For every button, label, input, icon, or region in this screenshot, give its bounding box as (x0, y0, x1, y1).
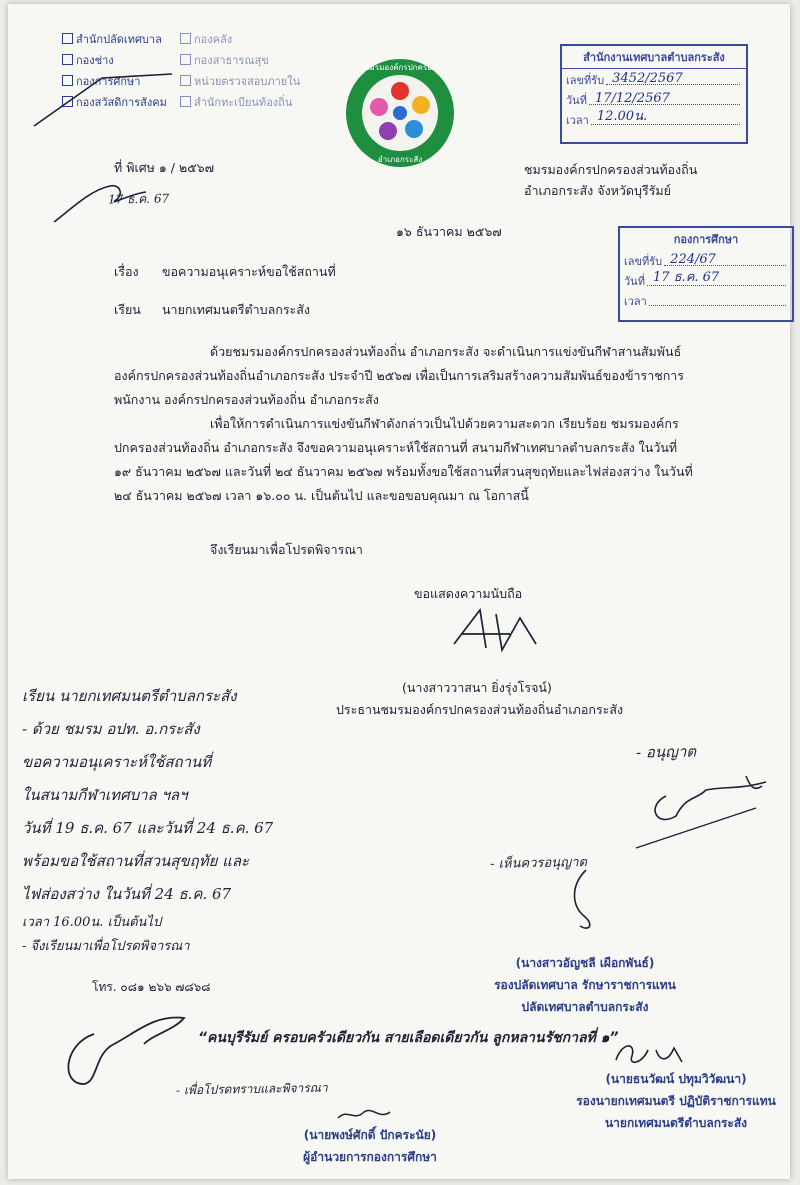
checkbox[interactable] (62, 33, 73, 44)
body-paragraph-1: ด้วยชมรมองค์กรปกครองส่วนท้องถิ่น อำเภอกระสัง จะดำเนินการแข่งขันกีฬาสานสัมพันธ์ องค์กรปกครองส่วนท้องถิ่นอำเภอกระสัง ประจำปี ๒๕๖๗ เพื่อเป็นการเสริมสร้างความสัมพันธ์ของข้าราชการ พนักงาน องค์กรปกครองส่วนท้องถิ่น อำเภอกระสัง (114, 344, 685, 407)
municipal-receipt-stamp: สำนักงานเทศบาลตำบลกระสัง เลขที่รับ 3452/2567 วันที่ 17/12/2567 เวลา 12.00น. (560, 44, 748, 144)
recommend-note: - เห็นควรอนุญาต (489, 855, 588, 872)
reference-number: ที่ พิเศษ ๑ / ๒๕๖๗ (114, 160, 214, 175)
deputy-clerk-signature (560, 866, 610, 936)
routing-item-checked[interactable]: กองการศึกษา (62, 70, 167, 91)
subject-label: เรื่อง (114, 264, 139, 279)
approval-note: - อนุญาต (635, 742, 697, 762)
motto: “คนบุรีรัมย์ ครอบครัวเดียวกัน สายเลือดเดียวกัน ลูกหลานรัชกาลที่ ๑” (198, 1030, 619, 1046)
club-logo (344, 57, 456, 169)
phone-number: โทร. ๐๘๑ ๒๖๖ ๗๘๖๘ (92, 980, 211, 994)
stamp-title: กองการศึกษา (673, 233, 739, 246)
receipt-number: 224/67 (670, 252, 716, 267)
stamp-title: สำนักงานเทศบาลตำบลกระสัง (562, 46, 746, 69)
signer-name: (นางสาววาสนา ยิ่งรุ่งโรจน์) (402, 680, 552, 695)
routing-item[interactable]: กองสาธารณสุข (180, 49, 300, 70)
signer-title: ประธานชมรมองค์กรปกครองส่วนท้องถิ่นอำเภอกระสัง (336, 702, 624, 717)
receipt-date: 17/12/2567 (594, 91, 670, 106)
receipt-number: 3452/2567 (612, 71, 683, 86)
education-head-signature (334, 1104, 394, 1126)
receipt-date: 17 ธ.ค. 67 (652, 270, 720, 285)
deputy-mayor-title: รองนายกเทศมนตรี ปฏิบัติราชการแทน (576, 1094, 776, 1108)
education-head-block (270, 1124, 470, 1168)
deputy-mayor-signature (612, 1036, 692, 1072)
to-label: เรียน (114, 302, 141, 317)
education-head-title: ผู้อำนวยการกองการศึกษา (303, 1150, 437, 1164)
deputy-mayor-block (556, 1068, 796, 1134)
deputy-mayor-title-2: นายกเทศมนตรีตำบลกระสัง (604, 1116, 748, 1130)
ref-handwritten-date: 17 ธ.ค. 67 (107, 191, 170, 207)
routing-item[interactable]: กองสวัสดิการสังคม (62, 91, 167, 112)
sender-line-2: อำเภอกระสัง จังหวัดบุรีรัมย์ (524, 183, 671, 198)
sender-line-1: ชมรมองค์กรปกครองส่วนท้องถิ่น (524, 162, 698, 177)
deputy-clerk-block (470, 952, 700, 1018)
education-receipt-stamp: กองการศึกษา เลขที่รับ 224/67 วันที่ 17 ธ.ค. 67 เวลา (618, 226, 794, 322)
deputy-mayor-name: (นายธนวัฒน์ ปทุมวิวัฒนา) (605, 1072, 747, 1086)
receipt-time: 12.00น. (596, 109, 648, 124)
deputy-clerk-title: รองปลัดเทศบาล รักษาราชการแทน (494, 978, 676, 992)
logo-bottom-text: อำเภอกระสัง (377, 155, 423, 164)
routing-item[interactable]: กองคลัง (180, 28, 300, 49)
education-head-name: (นายพงษ์ศักดิ์ ปักคระนัย) (303, 1128, 437, 1142)
president-signature (450, 604, 550, 654)
routing-item[interactable]: สำนักปลัดเทศบาล (62, 28, 167, 49)
handwritten-memo: เรียน นายกเทศมนตรีตำบลกระสัง - ด้วย ชมรม อปท. อ.กระสัง ขอความอนุเคราะห์ใช้สถานที่ ในสนามกีฬาเทศบาล ฯลฯ วันที่ 19 ธ.ค. 67 และวันที่ 24 ธ.ค. 67 พร้อมขอใช้สถานที่สวนสุขฤทัย และ ไฟส่องสว่าง ในวันที่ 24 ธ.ค. 67 เวลา 16.00น. เป็นต้นไป - จึงเรียนมาเพื่อโปรดพิจารณา (22, 687, 274, 954)
routing-item[interactable]: กองช่าง (62, 49, 167, 70)
checkbox[interactable] (180, 33, 191, 44)
deputy-clerk-name: (นางสาวอัญชลี เผือกพันธ์) (515, 956, 655, 970)
to-text: นายกเทศมนตรีตำบลกระสัง (162, 302, 310, 317)
body-paragraph-3: จึงเรียนมาเพื่อโปรดพิจารณา (210, 542, 363, 557)
checkbox[interactable] (62, 54, 73, 65)
body-paragraph-2: เพื่อให้การดำเนินการแข่งขันกีฬาดังกล่าวเป็นไปด้วยความสะดวก เรียบร้อย ชมรมองค์กร ปกครองส่วนท้องถิ่น อำเภอกระสัง จึงขอความอนุเคราะห์ใช้สถานที่ สนามกีฬาเทศบาลตำบลกระสัง ในวันที่ ๑๙ ธันวาคม ๒๕๖๗ และวันที่ ๒๔ ธันวาคม ๒๕๖๗ พร้อมทั้งขอใช้สถานที่สวนสุขฤทัยและไฟส่องสว่าง ในวันที่ ๒๔ ธันวาคม ๒๕๖๗ เวลา ๑๖.๐๐ น. เป็นต้นไป และขอขอบคุณมา ณ โอกาสนี้ (114, 416, 693, 503)
routing-item[interactable]: หน่วยตรวจสอบภายใน (180, 70, 300, 91)
checkbox[interactable] (180, 54, 191, 65)
subject-text: ขอความอนุเคราะห์ขอใช้สถานที่ (162, 264, 336, 279)
routing-tick-mark (32, 68, 192, 128)
education-head-note: - เพื่อโปรดทราบและพิจารณา (175, 1080, 328, 1098)
routing-item[interactable]: สำนักทะเบียนท้องถิ่น (180, 91, 300, 112)
deputy-clerk-title-2: ปลัดเทศบาลตำบลกระสัง (521, 1000, 649, 1014)
letter-date: ๑๖ ธันวาคม ๒๕๖๗ (396, 224, 502, 239)
approval-signature (626, 756, 786, 856)
closing-phrase: ขอแสดงความนับถือ (414, 586, 523, 601)
logo-top-text: ชมรมองค์กรปกครอง (364, 63, 436, 72)
